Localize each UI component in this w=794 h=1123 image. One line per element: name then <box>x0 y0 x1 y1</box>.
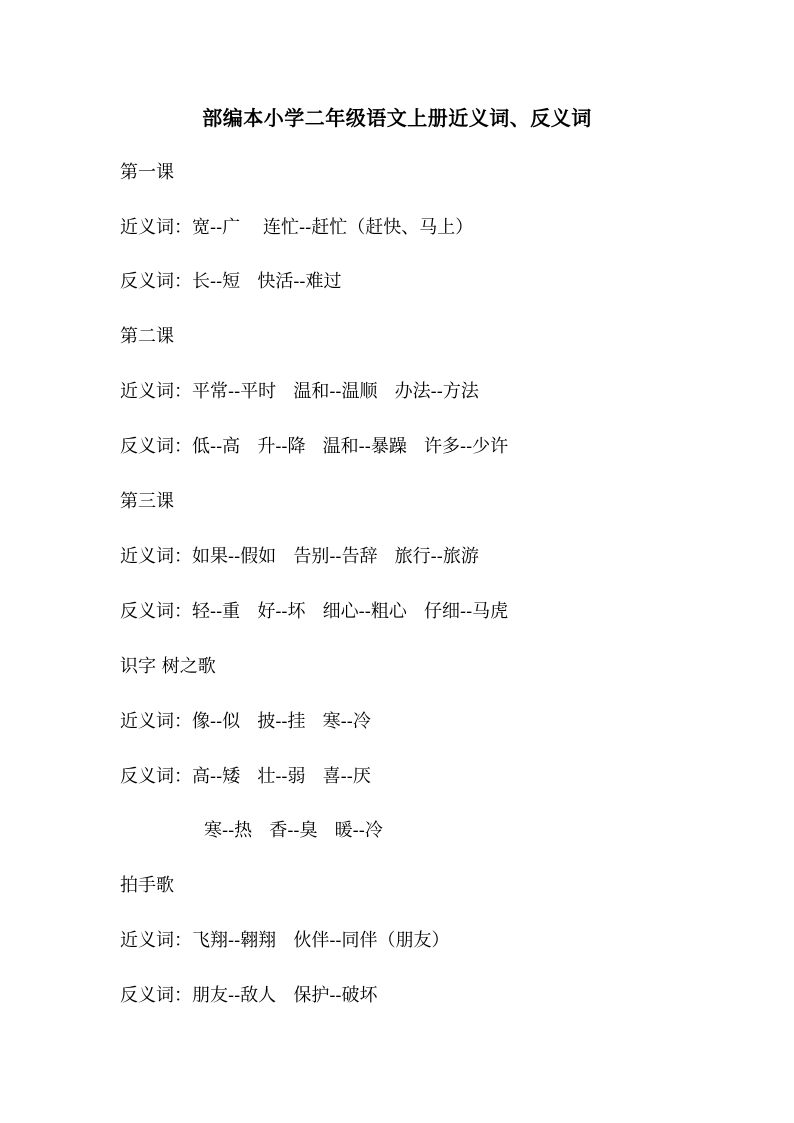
lesson-heading-1: 第一课 <box>120 162 174 183</box>
antonyms-line-4: 反义词：高--矮 壮--弱 喜--厌 <box>120 766 371 787</box>
lesson-heading-5: 拍手歌 <box>120 875 174 896</box>
synonyms-line-3: 近义词：如果--假如 告别--告辞 旅行--旅游 <box>120 546 479 567</box>
lesson-heading-2: 第二课 <box>120 326 174 347</box>
antonyms-line-5: 反义词：朋友--敌人 保护--破坏 <box>120 985 378 1006</box>
antonyms-line-2: 反义词：低--高 升--降 温和--暴躁 许多--少许 <box>120 436 509 457</box>
synonyms-line-4: 近义词：像--似 披--挂 寒--冷 <box>120 711 371 732</box>
antonyms-line-4-continued: 寒--热 香--臭 暖--冷 <box>204 820 383 841</box>
synonyms-line-5: 近义词：飞翔--翱翔 伙伴--同伴（朋友） <box>120 930 450 951</box>
synonyms-line-1: 近义词：宽--广 连忙--赶忙（赶快、马上） <box>120 217 474 238</box>
lesson-heading-3: 第三课 <box>120 491 174 512</box>
lesson-heading-4: 识字 树之歌 <box>120 656 216 677</box>
antonyms-line-1: 反义词：长--短 快活--难过 <box>120 271 342 292</box>
antonyms-line-3: 反义词：轻--重 好--坏 细心--粗心 仔细--马虎 <box>120 601 509 622</box>
synonyms-line-2: 近义词：平常--平时 温和--温顺 办法--方法 <box>120 381 479 402</box>
document-title: 部编本小学二年级语文上册近义词、反义词 <box>202 106 592 130</box>
